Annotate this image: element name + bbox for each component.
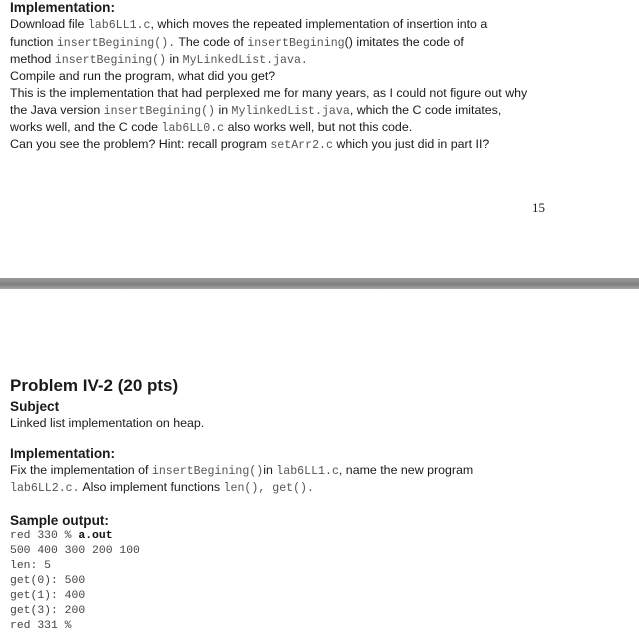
filename-code: MyLinkedList.java.	[182, 54, 308, 67]
method-code: insertBegining()	[54, 54, 167, 67]
implementation-heading: Implementation:	[10, 0, 115, 15]
page-top	[0, 0, 639, 278]
paragraph-line-5: This is the implementation that had perplexed me for many years, as I could not figure out why	[10, 86, 528, 100]
paragraph-line-8: Can you see the problem? Hint: recall program setArr2.c which you just did in part II?	[10, 137, 490, 152]
subject-text: Linked list implementation on heap.	[10, 416, 205, 430]
filename-code: lab6LL1.c	[276, 465, 339, 478]
impl-line-1: Fix the implementation of insertBegining()in lab6LL1.c, name the new program	[10, 463, 474, 478]
filename-code: MylinkedList.java	[231, 105, 350, 118]
function-code: insertBegining	[247, 37, 345, 50]
sample-output-heading: Sample output:	[10, 513, 109, 528]
command-text: a.out	[78, 530, 113, 542]
filename-code: lab6LL1.c	[87, 19, 151, 32]
paragraph-line-4: Compile and run the program, what did you get?	[10, 69, 276, 83]
implementation-heading-2: Implementation:	[10, 446, 115, 461]
output-line: 500 400 300 200 100	[10, 545, 140, 557]
function-code: len(), get().	[223, 482, 314, 495]
paragraph-line-2: function insertBegining(). The code of insertBegining() imitates the code of	[10, 35, 464, 50]
filename-code: lab6LL0.c	[161, 122, 225, 135]
method-code: insertBegining()	[103, 105, 215, 118]
output-line: get(3): 200	[10, 605, 86, 617]
output-line: get(0): 500	[10, 575, 86, 587]
function-code: insertBegining().	[56, 37, 176, 50]
impl-line-2: lab6LL2.c. Also implement functions len(), get().	[10, 480, 314, 495]
output-line: get(1): 400	[10, 590, 86, 602]
output-line: len: 5	[10, 560, 52, 572]
page-separator	[0, 278, 639, 289]
page-number: 15	[532, 200, 545, 215]
filename-code: setArr2.c	[270, 139, 333, 152]
subject-heading: Subject	[10, 399, 60, 414]
method-code: insertBegining()	[151, 465, 264, 478]
problem-title: Problem IV-2 (20 pts)	[10, 376, 179, 395]
page-bottom	[0, 289, 639, 637]
paragraph-line-6: the Java version insertBegining() in MylinkedList.java, which the C code imitates,	[10, 103, 502, 118]
paragraph-line-1: Download file lab6LL1.c, which moves the repeated implementation of insertion into a	[10, 17, 488, 32]
filename-code: lab6LL2.c.	[10, 482, 80, 495]
paragraph-line-7: works well, and the C code lab6LL0.c also works well, but not this code.	[10, 120, 413, 135]
terminal-prompt: red 330 % a.out	[10, 530, 113, 542]
terminal-prompt: red 331 %	[10, 620, 72, 632]
paragraph-line-3: method insertBegining() in MyLinkedList.java.	[10, 52, 308, 67]
